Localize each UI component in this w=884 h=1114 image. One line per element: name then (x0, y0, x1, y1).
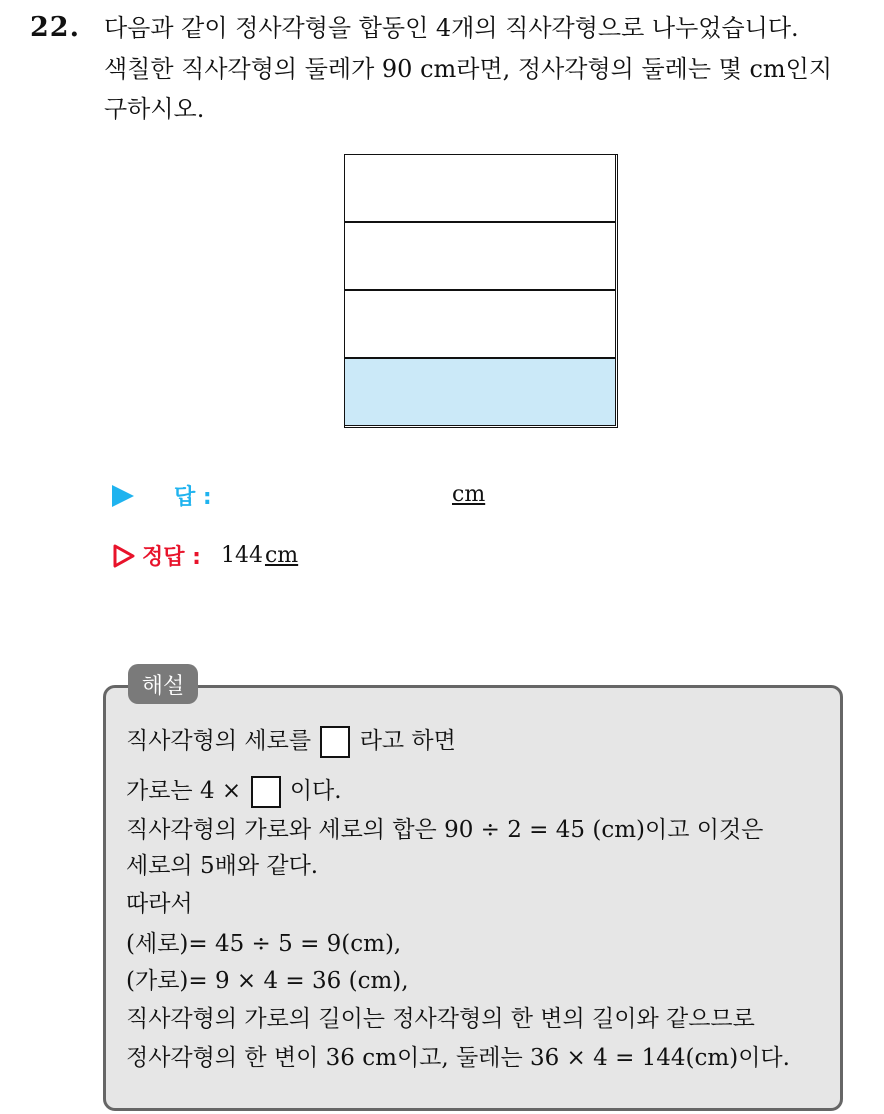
solution-line-2-text-b: 이다. (289, 778, 342, 804)
play-triangle-icon (112, 485, 134, 507)
blank-box (320, 726, 350, 758)
solution-line-7: (가로)= 9 × 4 = 36 (cm), (126, 968, 409, 994)
blank-box (251, 776, 281, 808)
solution-line-2 (126, 776, 342, 808)
solution-line-5: 따라서 (126, 891, 193, 917)
rectangle-strip-3 (344, 290, 616, 358)
square-figure (344, 154, 618, 428)
shaded-rectangle-strip (344, 358, 616, 426)
rectangle-strip-1 (344, 154, 616, 222)
correct-answer-unit: cm (264, 543, 299, 568)
question-text-line-3: 구하시오. (104, 95, 205, 123)
solution-line-1 (126, 726, 456, 758)
solution-line-3: 직사각형의 가로와 세로의 합은 90 ÷ 2 = 45 (cm)이고 이것은 (126, 817, 764, 843)
solution-line-6: (세로)= 45 ÷ 5 = 9(cm), (126, 931, 402, 957)
question-text-line-1: 다음과 같이 정사각형을 합동인 4개의 직사각형으로 나누었습니다. (104, 14, 799, 42)
solution-line-1-text-b: 라고 하면 (359, 728, 456, 754)
correct-answer-label: 정답 : (142, 545, 201, 570)
outline-triangle-icon (112, 544, 136, 568)
question-text-line-2: 색칠한 직사각형의 둘레가 90 cm라면, 정사각형의 둘레는 몇 cm인지 (104, 55, 833, 83)
solution-tab: 해설 (128, 664, 198, 704)
answer-row (112, 480, 212, 511)
question-number: 22. (30, 12, 80, 43)
solution-line-1-text-a: 직사각형의 세로를 (126, 728, 312, 754)
answer-unit: cm (452, 482, 486, 507)
correct-answer-row (112, 540, 298, 571)
answer-label: 답 : (174, 485, 212, 510)
solution-line-8: 직사각형의 가로의 길이는 정사각형의 한 변의 길이와 같으므로 (126, 1006, 755, 1032)
solution-line-2-text-a: 가로는 4 × (126, 778, 242, 804)
rectangle-strip-2 (344, 222, 616, 290)
solution-line-4: 세로의 5배와 같다. (126, 853, 319, 879)
correct-answer-value: 144 (220, 543, 263, 568)
solution-line-9: 정사각형의 한 변이 36 cm이고, 둘레는 36 × 4 = 144(cm)이다. (126, 1045, 790, 1071)
